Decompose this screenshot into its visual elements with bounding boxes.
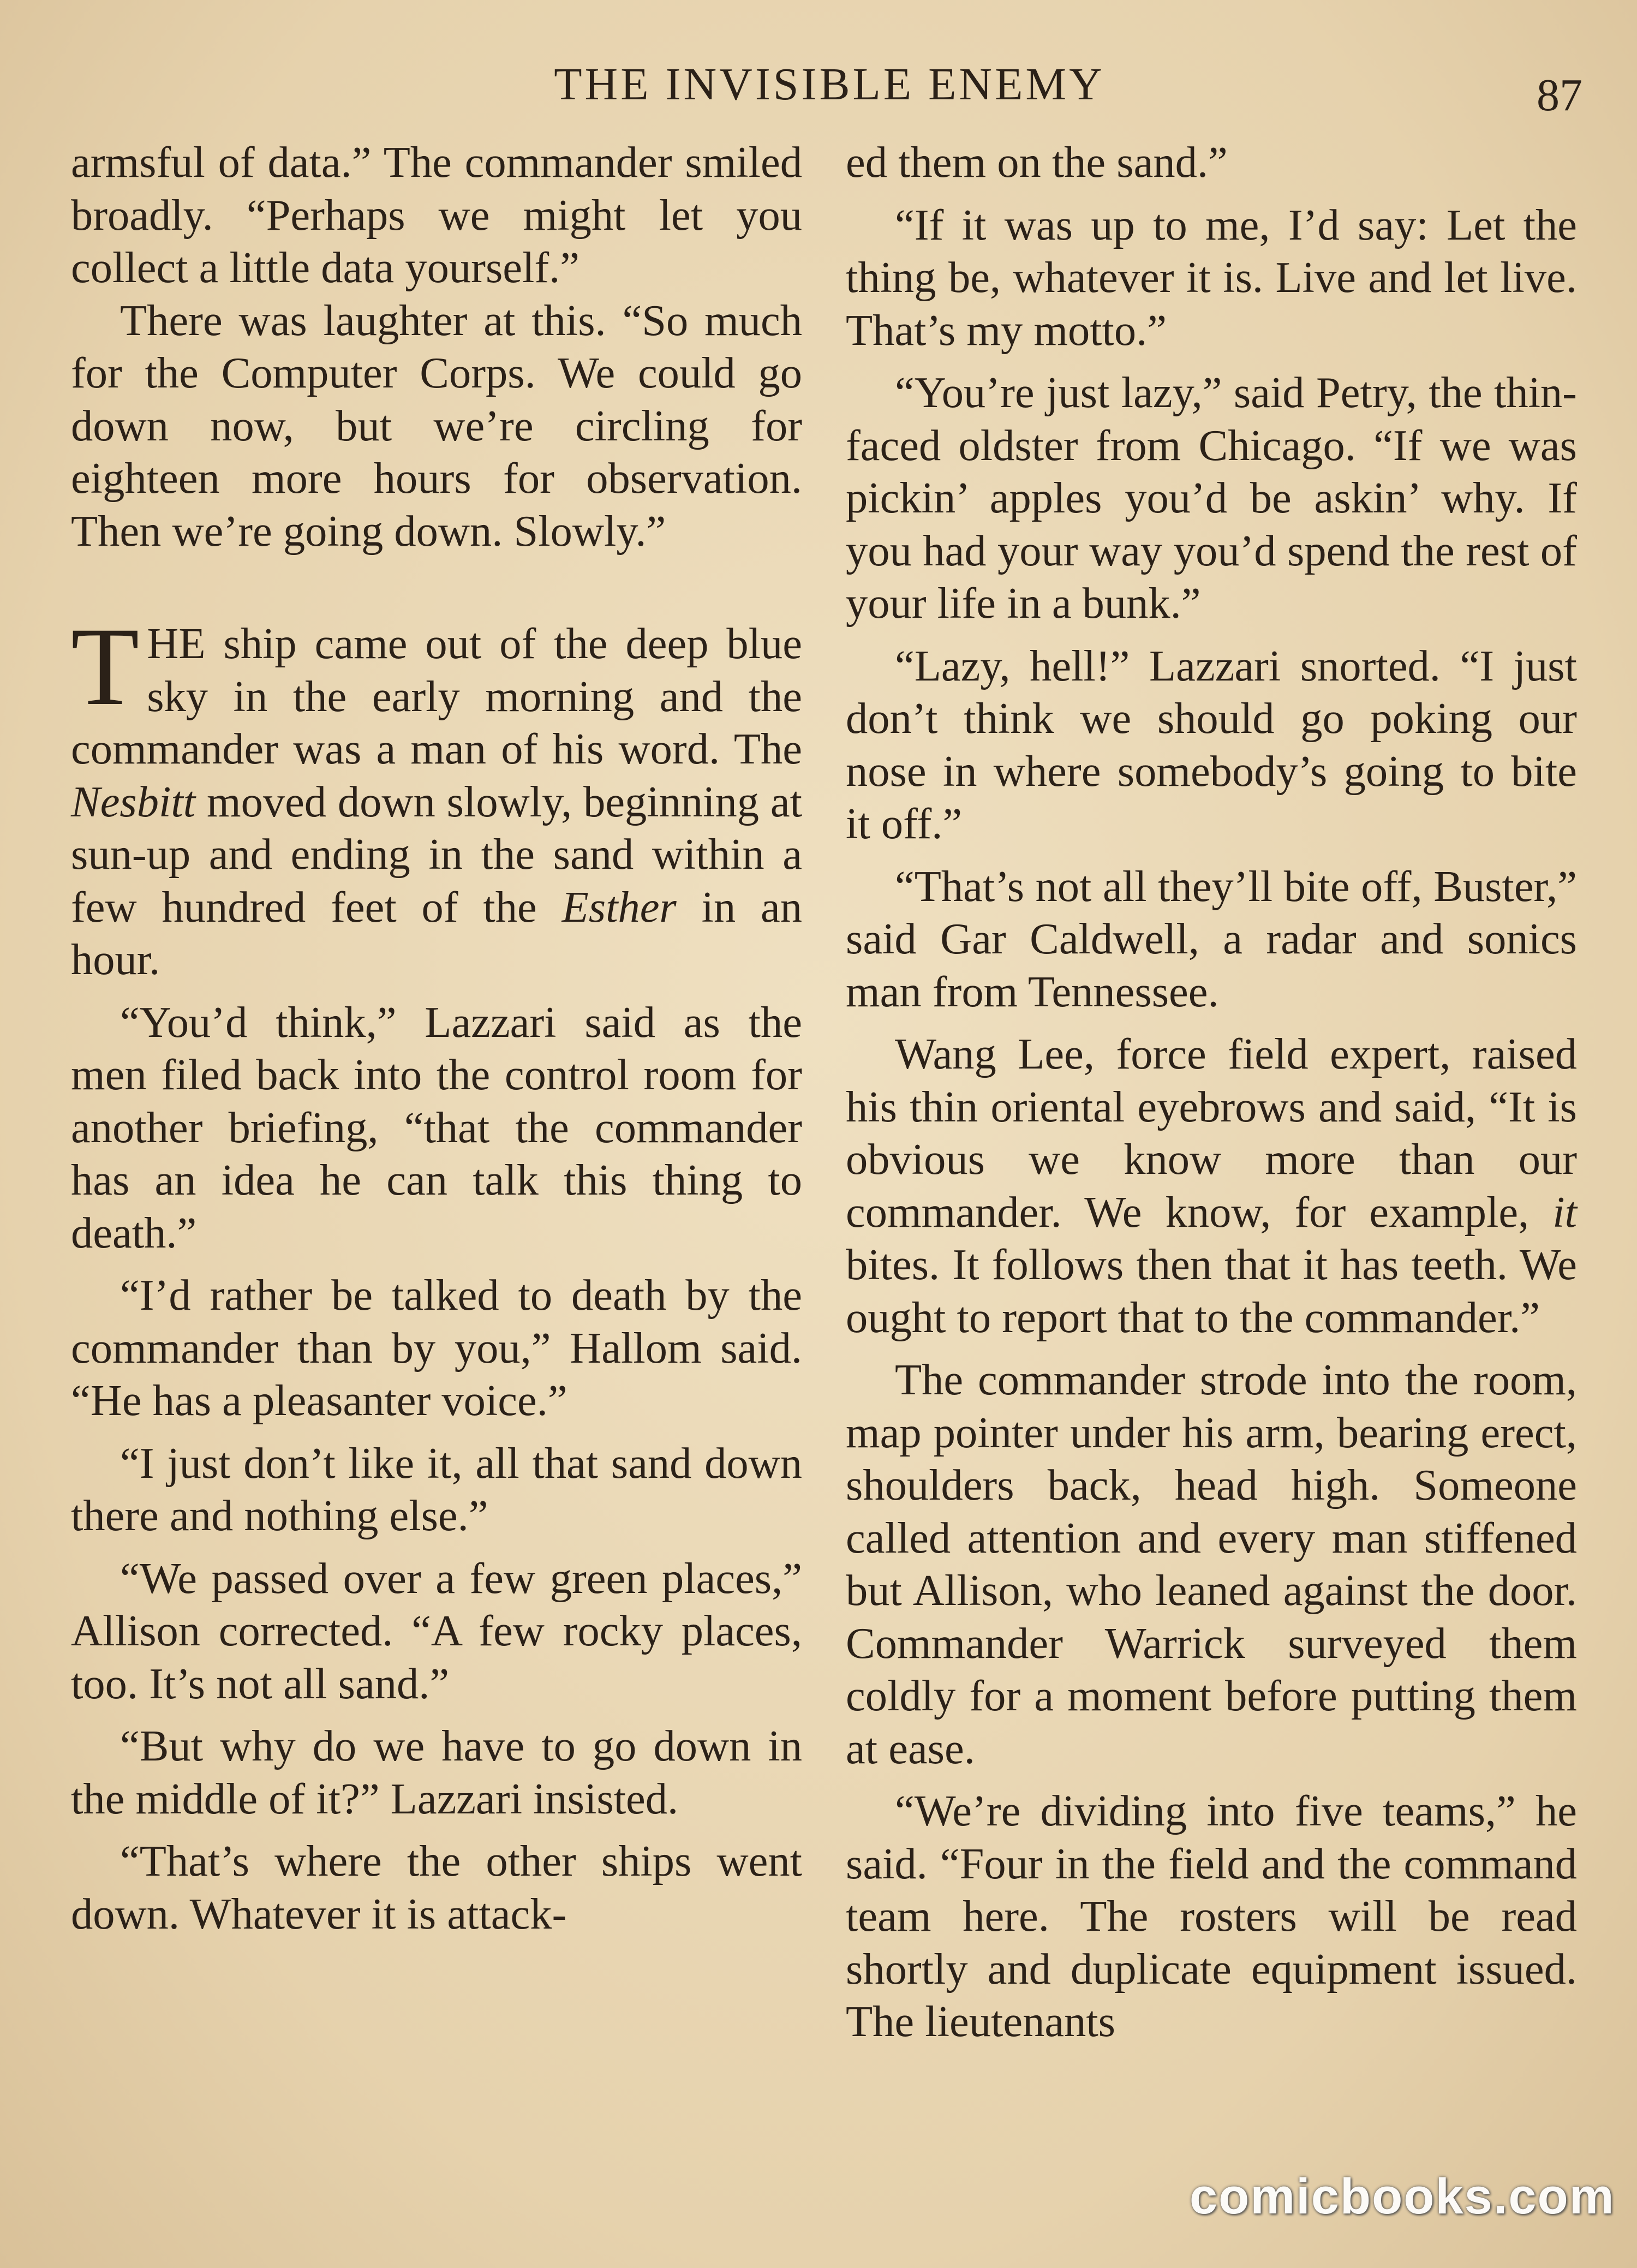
paragraph: “But why do we have to go down in the middle of it?” Lazzari insisted. xyxy=(71,1722,802,1823)
paragraph: “That’s not all they’ll bite off, Buster,” said Gar Caldwell, a radar and sonics man from Tennessee. xyxy=(846,862,1577,1016)
paragraph-text: Wang Lee, force field expert, raised his thin oriental eyebrows and said, “It is obvious we know more than our commander. We know, for example, xyxy=(846,1030,1577,1237)
paragraph-text: in an hour. xyxy=(71,882,802,984)
emphasis: it xyxy=(1552,1187,1577,1237)
page-header xyxy=(0,55,1637,121)
paragraph-text: bites. It follows then that it has teeth. We ought to report that to the commander.” xyxy=(846,1240,1577,1342)
paragraph: “I’d rather be talked to death by the commander than by you,” Hallom said. “He has a pleasanter voice.” xyxy=(71,1271,802,1425)
paragraph: “We’re dividing into five teams,” he said. “Four in the field and the command team here. The rosters will be read shortly and duplicate equipment issued. The lieutenants xyxy=(846,1787,1577,2046)
ship-name: Esther xyxy=(561,882,677,932)
paragraph: ed them on the sand.” xyxy=(846,138,1228,187)
section-start-paragraph xyxy=(71,605,802,987)
paragraph: There was laughter at this. “So much for the Computer Corps. We could go down now, but we’re circling for eighteen more hours for observation. Then we’re going down. Slowly.” xyxy=(71,296,802,556)
drop-cap: T xyxy=(71,605,140,729)
paragraph: “We passed over a few green places,” Allison corrected. “A few rocky places, too. It’s not all sand.” xyxy=(71,1554,802,1708)
paragraph: armsful of data.” The commander smiled broadly. “Perhaps we might let you collect a little data yourself.” xyxy=(71,138,802,292)
paragraph: “I just don’t like it, all that sand down there and nothing else.” xyxy=(71,1439,802,1540)
paragraph: “That’s where the other ships went down. Whatever it is attack- xyxy=(71,1837,802,1938)
paragraph: The commander strode into the room, map pointer under his arm, bearing erect, shoulders back, head high. Someone called attention and every man stiffened but Allison, who leaned against the door. Commander Warrick surveyed them coldly for a moment before putting them at ease. xyxy=(846,1356,1577,1773)
ship-name: Nesbitt xyxy=(71,777,196,826)
paragraph: “You’re just lazy,” said Petry, the thin-faced oldster from Chicago. “If we was pickin’ apples you’d be askin’ why. If you had your way you’d spend the rest of your life in a bunk.” xyxy=(846,368,1577,628)
paragraph-text: moved down slowly, beginning at sun-up and ending in the sand within a few hundred feet of the xyxy=(71,777,802,932)
paragraph: “Lazy, hell!” Lazzari snorted. “I just don’t think we should go poking our nose in where somebody’s going to bite it off.” xyxy=(846,641,1577,848)
watermark: comicbooks.com xyxy=(1190,2169,1615,2224)
running-title: THE INVISIBLE ENEMY xyxy=(554,59,1105,110)
paragraph: “If it was up to me, I’d say: Let the thing be, whatever it is. Live and let live. That’s my motto.” xyxy=(846,200,1577,355)
page-number: 87 xyxy=(1537,70,1582,121)
paragraph xyxy=(846,1028,1577,1344)
paragraph: “You’d think,” Lazzari said as the men filed back into the control room for another briefing, “that the commander has an idea he can talk this thing to death.” xyxy=(71,998,802,1257)
left-column xyxy=(71,136,802,1941)
right-column xyxy=(846,136,1577,2049)
paragraph-text: HE ship came out of the deep blue sky in the early morning and the commander was a man of his word. The xyxy=(71,619,802,773)
